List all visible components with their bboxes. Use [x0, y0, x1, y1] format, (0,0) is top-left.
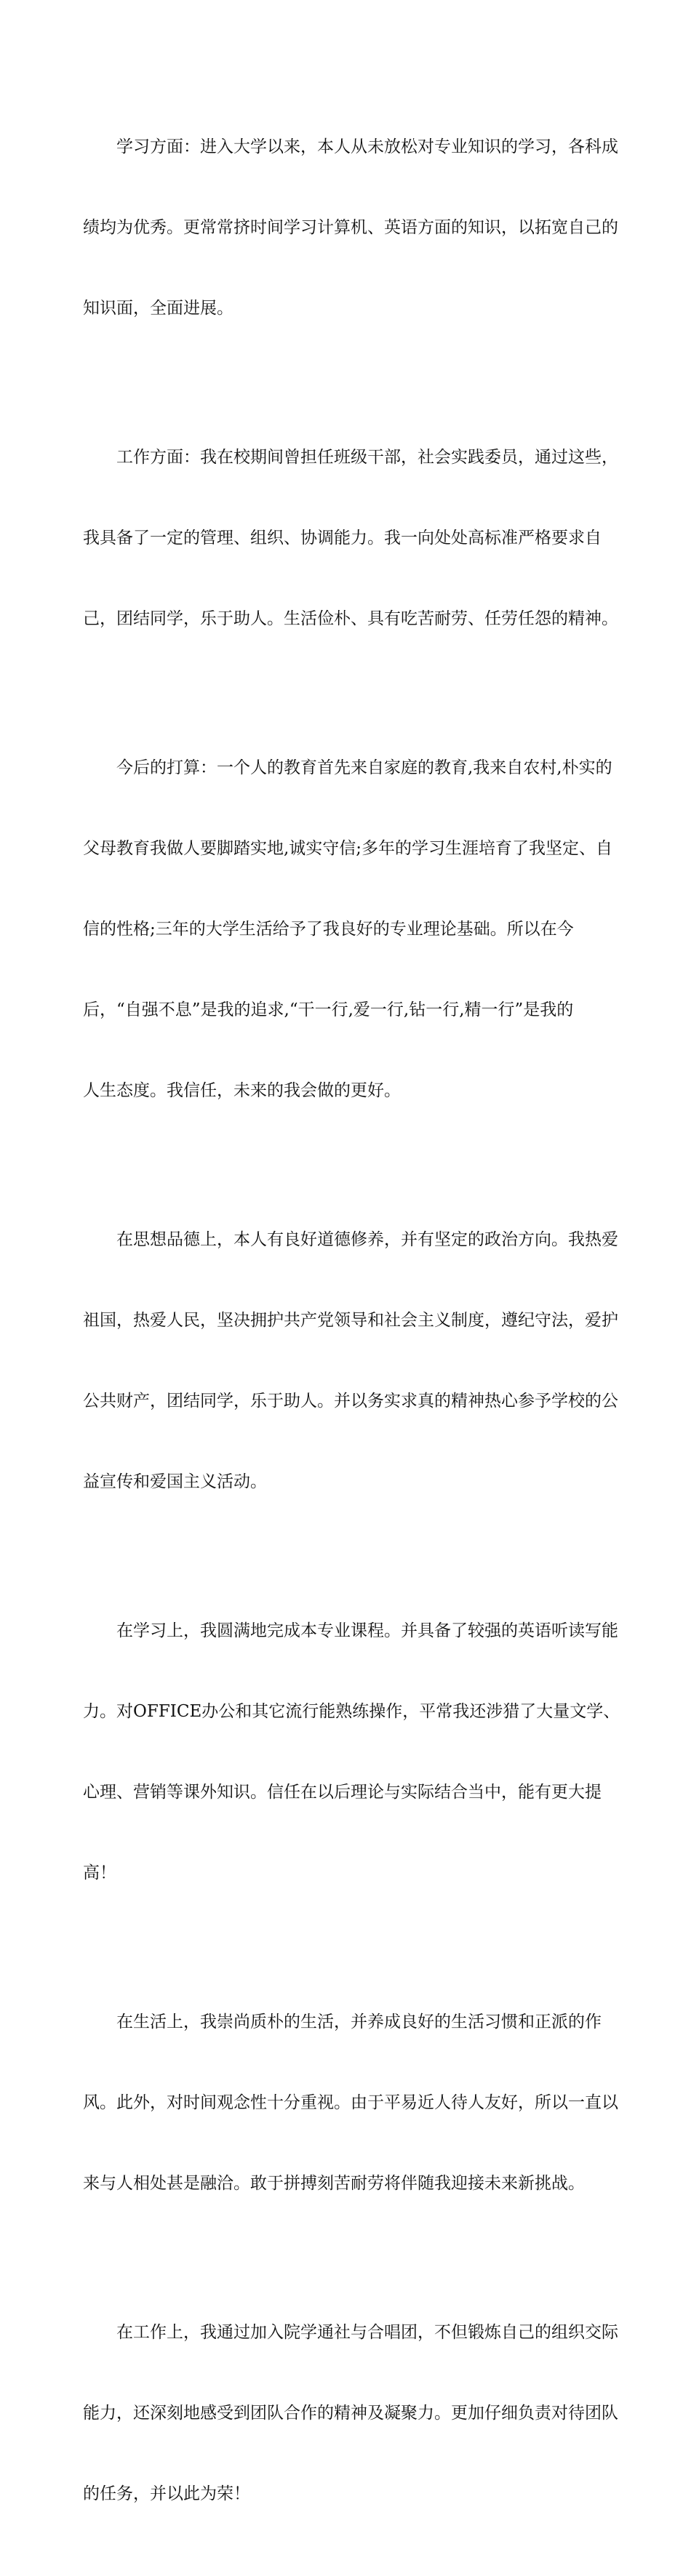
- paragraph-line: 己，团结同学，乐于助人。生活俭朴、具有吃苦耐劳、任劳任怨的精神。: [83, 609, 618, 628]
- paragraph-line: 信的性格;三年的大学生活给予了我良好的专业理论基础。所以在今: [83, 920, 574, 939]
- paragraph-line: 知识面，全面进展。: [83, 299, 233, 318]
- paragraph-line: 在工作上，我通过加入院学通社与合唱团，不但锻炼自己的组织交际: [116, 2323, 618, 2342]
- paragraph-line: 今后的打算：一个人的教育首先来自家庭的教育,我来自农村,朴实的: [116, 758, 612, 777]
- paragraph-line: 来与人相处甚是融洽。敢于拼搏刻苦耐劳将伴随我迎接未来新挑战。: [83, 2174, 585, 2193]
- paragraph-line: 益宣传和爱国主义活动。: [83, 1472, 267, 1491]
- paragraph-study: [83, 80, 618, 376]
- paragraph-line: 人生态度。我信任，未来的我会做的更好。: [83, 1081, 401, 1100]
- paragraph-line: 工作方面：我在校期间曾担任班级干部，社会实践委员，通过这些，: [116, 448, 618, 467]
- paragraph-line: 能力，还深刻地感受到团队合作的精神及凝聚力。更加仔细负责对待团队: [83, 2404, 618, 2423]
- paragraph-line: 在学习上，我圆满地完成本专业课程。并具备了较强的英语听读写能: [116, 1621, 618, 1640]
- paragraph-line: 我具备了一定的管理、组织、协调能力。我一向处处高标准严格要求自: [83, 529, 602, 547]
- paragraph-line: 高！: [83, 1863, 116, 1882]
- document-body: [83, 80, 620, 2576]
- paragraph-line: 风。此外，对时间观念性十分重视。由于平易近人待人友好，所以一直以: [83, 2093, 618, 2112]
- paragraph-line: 绩均为优秀。更常常挤时间学习计算机、英语方面的知识，以拓宽自己的: [83, 218, 618, 237]
- paragraph-line: 的任务，并以此为荣！: [83, 2484, 250, 2503]
- paragraph-line: 心理、营销等课外知识。信任在以后理论与实际结合当中，能有更大提: [83, 1783, 602, 1802]
- paragraph-plans: [83, 701, 613, 1158]
- paragraph-life: [83, 1955, 618, 2251]
- paragraph-line: 学习方面：进入大学以来，本人从未放松对专业知识的学习，各科成: [116, 137, 618, 156]
- paragraph-line: 祖国，热爱人民，坚决拥护共产党领导和社会主义制度，遵纪守法，爱护: [83, 1311, 618, 1330]
- paragraph-line: 父母教育我做人要脚踏实地,诚实守信;多年的学习生涯培育了我坚定、自: [83, 839, 613, 858]
- paragraph-morality: [83, 1173, 618, 1549]
- paragraph-line: 公共财产，团结同学，乐于助人。并以务实求真的精神热心参予学校的公: [83, 1392, 618, 1411]
- paragraph-learning: [83, 1564, 620, 1941]
- paragraph-line: 力。对OFFICE办公和其它流行能熟练操作，平常我还涉猎了大量文学、: [83, 1702, 620, 1721]
- paragraph-line: 在生活上，我崇尚质朴的生活，并养成良好的生活习惯和正派的作: [116, 2013, 602, 2031]
- paragraph-line: 在思想品德上，本人有良好道德修养，并有坚定的政治方向。我热爱: [116, 1230, 618, 1249]
- paragraph-job: [83, 2266, 618, 2561]
- paragraph-work: [83, 390, 618, 686]
- paragraph-line: 后，“自强不息”是我的追求,“干一行,爱一行,钻一行,精一行”是我的: [83, 1000, 574, 1019]
